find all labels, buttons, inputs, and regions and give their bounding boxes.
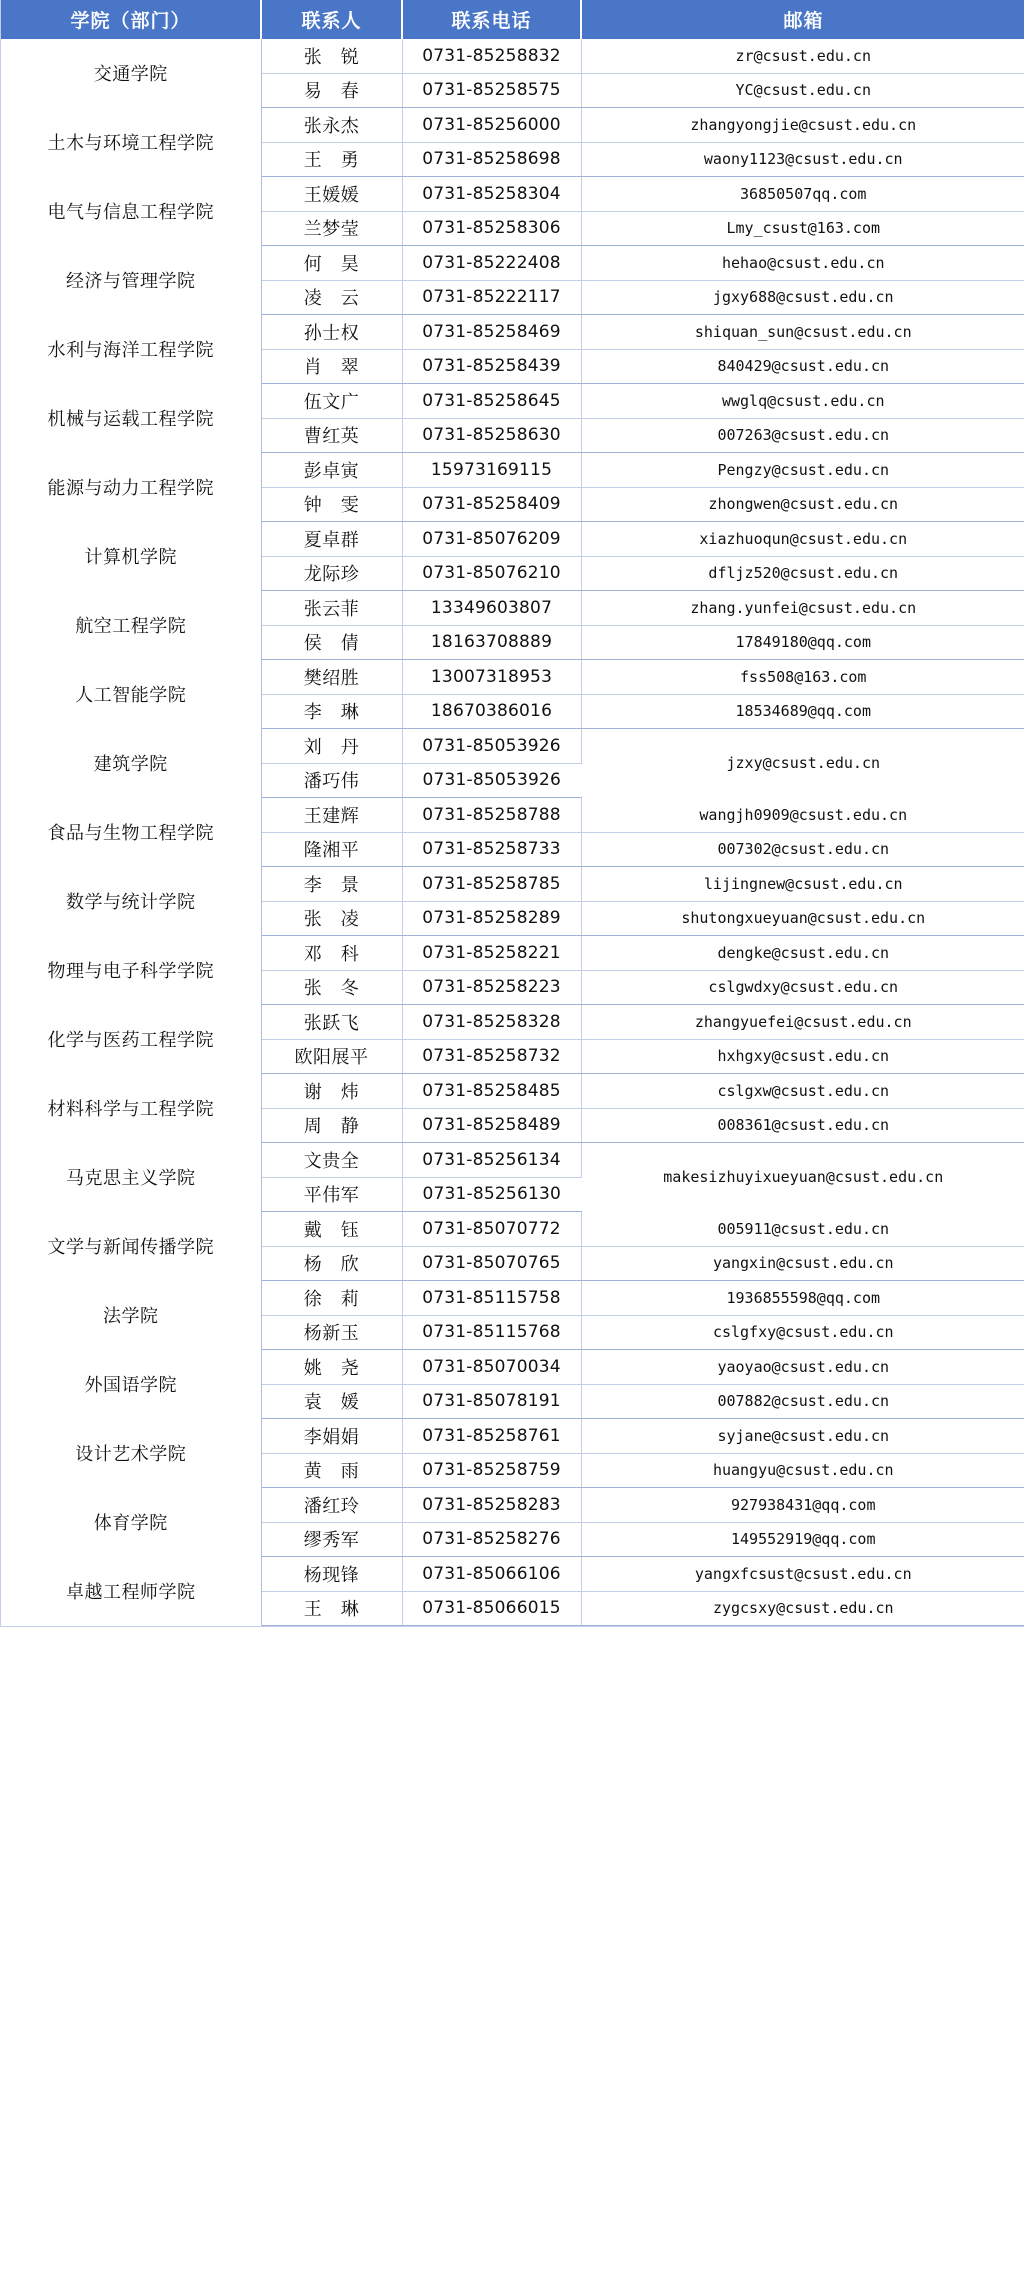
cell-phone: 0731-85258289 [402,901,581,936]
cell-phone: 0731-85070772 [402,1212,581,1247]
table-row [1,177,1024,212]
cell-email: zhongwen@csust.edu.cn [581,487,1024,522]
cell-email: yaoyao@csust.edu.cn [581,1350,1024,1385]
cell-contact-person: 肖 翠 [261,349,402,384]
cell-contact-person: 伍文广 [261,384,402,419]
cell-phone: 0731-85256130 [402,1177,581,1212]
cell-contact-person: 戴 钰 [261,1212,402,1247]
cell-phone: 13007318953 [402,660,581,695]
cell-email: wwglq@csust.edu.cn [581,384,1024,419]
cell-email: cslgwdxy@csust.edu.cn [581,970,1024,1005]
cell-email: 005911@csust.edu.cn [581,1212,1024,1247]
table-row [1,1488,1024,1523]
cell-department: 航空工程学院 [1,591,261,660]
column-header-phone: 联系电话 [402,0,581,39]
cell-contact-person: 谢 炜 [261,1074,402,1109]
cell-phone: 0731-85258409 [402,487,581,522]
cell-contact-person: 潘巧伟 [261,763,402,798]
cell-email: Lmy_csust@163.com [581,211,1024,246]
cell-contact-person: 杨 欣 [261,1246,402,1281]
cell-contact-person: 彭卓寅 [261,453,402,488]
cell-email: zhang.yunfei@csust.edu.cn [581,591,1024,626]
college-contact-table [1,0,1024,1626]
table-row [1,384,1024,419]
cell-phone: 0731-85258733 [402,832,581,867]
cell-email: xiazhuoqun@csust.edu.cn [581,522,1024,557]
cell-phone: 0731-85258304 [402,177,581,212]
cell-phone: 0731-85053926 [402,729,581,764]
table-row [1,1074,1024,1109]
cell-department: 马克思主义学院 [1,1143,261,1212]
cell-contact-person: 王媛媛 [261,177,402,212]
table-row [1,936,1024,971]
cell-department: 交通学院 [1,39,261,108]
cell-email: 36850507qq.com [581,177,1024,212]
cell-department: 土木与环境工程学院 [1,108,261,177]
table-row [1,1281,1024,1316]
cell-phone: 0731-85256134 [402,1143,581,1178]
cell-phone: 0731-85222408 [402,246,581,281]
cell-email: 007302@csust.edu.cn [581,832,1024,867]
cell-email: hehao@csust.edu.cn [581,246,1024,281]
cell-email: waony1123@csust.edu.cn [581,142,1024,177]
cell-phone: 0731-85258276 [402,1522,581,1557]
cell-email: jzxy@csust.edu.cn [581,729,1024,798]
cell-email: 007263@csust.edu.cn [581,418,1024,453]
cell-phone: 0731-85258489 [402,1108,581,1143]
cell-contact-person: 龙际珍 [261,556,402,591]
cell-phone: 18163708889 [402,625,581,660]
cell-phone: 0731-85258788 [402,798,581,833]
cell-phone: 0731-85222117 [402,280,581,315]
cell-email: cslgxw@csust.edu.cn [581,1074,1024,1109]
cell-email: 17849180@qq.com [581,625,1024,660]
cell-phone: 0731-85258761 [402,1419,581,1454]
cell-phone: 15973169115 [402,453,581,488]
column-header-contact-person: 联系人 [261,0,402,39]
cell-phone: 0731-85258645 [402,384,581,419]
cell-phone: 0731-85258832 [402,39,581,73]
cell-department: 物理与电子科学学院 [1,936,261,1005]
cell-email: zhangyuefei@csust.edu.cn [581,1005,1024,1040]
cell-phone: 0731-85256000 [402,108,581,143]
cell-contact-person: 侯 倩 [261,625,402,660]
cell-email: zygcsxy@csust.edu.cn [581,1591,1024,1626]
cell-department: 水利与海洋工程学院 [1,315,261,384]
cell-contact-person: 钟 雯 [261,487,402,522]
cell-contact-person: 张 锐 [261,39,402,73]
cell-contact-person: 张永杰 [261,108,402,143]
cell-contact-person: 平伟军 [261,1177,402,1212]
cell-contact-person: 文贵全 [261,1143,402,1178]
cell-email: yangxfcsust@csust.edu.cn [581,1557,1024,1592]
cell-phone: 0731-85066015 [402,1591,581,1626]
cell-phone: 0731-85070034 [402,1350,581,1385]
cell-contact-person: 姚 尧 [261,1350,402,1385]
cell-contact-person: 李 景 [261,867,402,902]
cell-department: 电气与信息工程学院 [1,177,261,246]
column-header-department: 学院（部门） [1,0,261,39]
table-row [1,315,1024,350]
cell-email: 149552919@qq.com [581,1522,1024,1557]
table-row [1,108,1024,143]
cell-department: 外国语学院 [1,1350,261,1419]
table-row [1,867,1024,902]
table-row [1,1557,1024,1592]
cell-contact-person: 李 琳 [261,694,402,729]
cell-phone: 0731-85078191 [402,1384,581,1419]
cell-email: Pengzy@csust.edu.cn [581,453,1024,488]
cell-contact-person: 曹红英 [261,418,402,453]
cell-phone: 18670386016 [402,694,581,729]
table-row [1,1419,1024,1454]
cell-contact-person: 潘红玲 [261,1488,402,1523]
cell-phone: 0731-85258630 [402,418,581,453]
cell-contact-person: 兰梦莹 [261,211,402,246]
cell-email: zhangyongjie@csust.edu.cn [581,108,1024,143]
cell-contact-person: 孙士权 [261,315,402,350]
table-body [1,39,1024,1626]
cell-contact-person: 凌 云 [261,280,402,315]
cell-contact-person: 易 春 [261,73,402,108]
cell-phone: 0731-85258759 [402,1453,581,1488]
cell-contact-person: 杨新玉 [261,1315,402,1350]
cell-phone: 0731-85053926 [402,763,581,798]
table-row [1,39,1024,73]
cell-email: dfljz520@csust.edu.cn [581,556,1024,591]
cell-phone: 0731-85258223 [402,970,581,1005]
cell-contact-person: 夏卓群 [261,522,402,557]
table-row [1,1350,1024,1385]
cell-phone: 0731-85066106 [402,1557,581,1592]
cell-contact-person: 刘 丹 [261,729,402,764]
cell-email: 008361@csust.edu.cn [581,1108,1024,1143]
cell-department: 材料科学与工程学院 [1,1074,261,1143]
cell-department: 文学与新闻传播学院 [1,1212,261,1281]
cell-phone: 0731-85258732 [402,1039,581,1074]
table-row [1,1005,1024,1040]
table-row [1,246,1024,281]
cell-phone: 0731-85258221 [402,936,581,971]
cell-contact-person: 隆湘平 [261,832,402,867]
cell-email: 18534689@qq.com [581,694,1024,729]
cell-phone: 0731-85115768 [402,1315,581,1350]
cell-email: 840429@csust.edu.cn [581,349,1024,384]
cell-contact-person: 王 勇 [261,142,402,177]
cell-phone: 0731-85258575 [402,73,581,108]
cell-department: 能源与动力工程学院 [1,453,261,522]
cell-contact-person: 王建辉 [261,798,402,833]
cell-department: 人工智能学院 [1,660,261,729]
cell-contact-person: 袁 媛 [261,1384,402,1419]
cell-email: yangxin@csust.edu.cn [581,1246,1024,1281]
cell-email: fss508@163.com [581,660,1024,695]
cell-phone: 0731-85076210 [402,556,581,591]
cell-department: 建筑学院 [1,729,261,798]
cell-email: shutongxueyuan@csust.edu.cn [581,901,1024,936]
cell-contact-person: 缪秀军 [261,1522,402,1557]
cell-email: shiquan_sun@csust.edu.cn [581,315,1024,350]
cell-contact-person: 张 冬 [261,970,402,1005]
table-row [1,522,1024,557]
cell-email: 007882@csust.edu.cn [581,1384,1024,1419]
cell-phone: 0731-85258485 [402,1074,581,1109]
cell-email: 927938431@qq.com [581,1488,1024,1523]
table-row [1,1212,1024,1247]
cell-phone: 0731-85258469 [402,315,581,350]
cell-contact-person: 周 静 [261,1108,402,1143]
header-row [1,0,1024,39]
cell-email: jgxy688@csust.edu.cn [581,280,1024,315]
cell-department: 食品与生物工程学院 [1,798,261,867]
cell-phone: 0731-85258439 [402,349,581,384]
cell-department: 计算机学院 [1,522,261,591]
cell-phone: 0731-85258328 [402,1005,581,1040]
cell-contact-person: 杨现锋 [261,1557,402,1592]
cell-phone: 0731-85258306 [402,211,581,246]
cell-email: syjane@csust.edu.cn [581,1419,1024,1454]
cell-department: 设计艺术学院 [1,1419,261,1488]
cell-phone: 0731-85115758 [402,1281,581,1316]
table-row [1,453,1024,488]
cell-email: YC@csust.edu.cn [581,73,1024,108]
cell-email: zr@csust.edu.cn [581,39,1024,73]
table-row [1,798,1024,833]
table-row [1,729,1024,764]
cell-contact-person: 黄 雨 [261,1453,402,1488]
cell-email: 1936855598@qq.com [581,1281,1024,1316]
cell-contact-person: 李娟娟 [261,1419,402,1454]
cell-phone: 0731-85076209 [402,522,581,557]
cell-phone: 0731-85070765 [402,1246,581,1281]
cell-email: wangjh0909@csust.edu.cn [581,798,1024,833]
cell-contact-person: 欧阳展平 [261,1039,402,1074]
cell-contact-person: 张云菲 [261,591,402,626]
cell-phone: 0731-85258283 [402,1488,581,1523]
cell-email: hxhgxy@csust.edu.cn [581,1039,1024,1074]
cell-phone: 0731-85258785 [402,867,581,902]
column-header-email: 邮箱 [581,0,1024,39]
cell-email: cslgfxy@csust.edu.cn [581,1315,1024,1350]
cell-email: dengke@csust.edu.cn [581,936,1024,971]
cell-department: 数学与统计学院 [1,867,261,936]
cell-department: 经济与管理学院 [1,246,261,315]
cell-email: huangyu@csust.edu.cn [581,1453,1024,1488]
cell-department: 机械与运载工程学院 [1,384,261,453]
cell-phone: 13349603807 [402,591,581,626]
cell-contact-person: 王 琳 [261,1591,402,1626]
table-row [1,1143,1024,1178]
cell-department: 法学院 [1,1281,261,1350]
cell-department: 卓越工程师学院 [1,1557,261,1626]
cell-department: 体育学院 [1,1488,261,1557]
cell-phone: 0731-85258698 [402,142,581,177]
cell-contact-person: 徐 莉 [261,1281,402,1316]
table-row [1,591,1024,626]
cell-email: makesizhuyixueyuan@csust.edu.cn [581,1143,1024,1212]
table-header [1,0,1024,39]
cell-contact-person: 张 凌 [261,901,402,936]
cell-contact-person: 樊绍胜 [261,660,402,695]
table-row [1,660,1024,695]
cell-contact-person: 邓 科 [261,936,402,971]
cell-contact-person: 张跃飞 [261,1005,402,1040]
cell-department: 化学与医药工程学院 [1,1005,261,1074]
cell-email: lijingnew@csust.edu.cn [581,867,1024,902]
cell-contact-person: 何 昊 [261,246,402,281]
